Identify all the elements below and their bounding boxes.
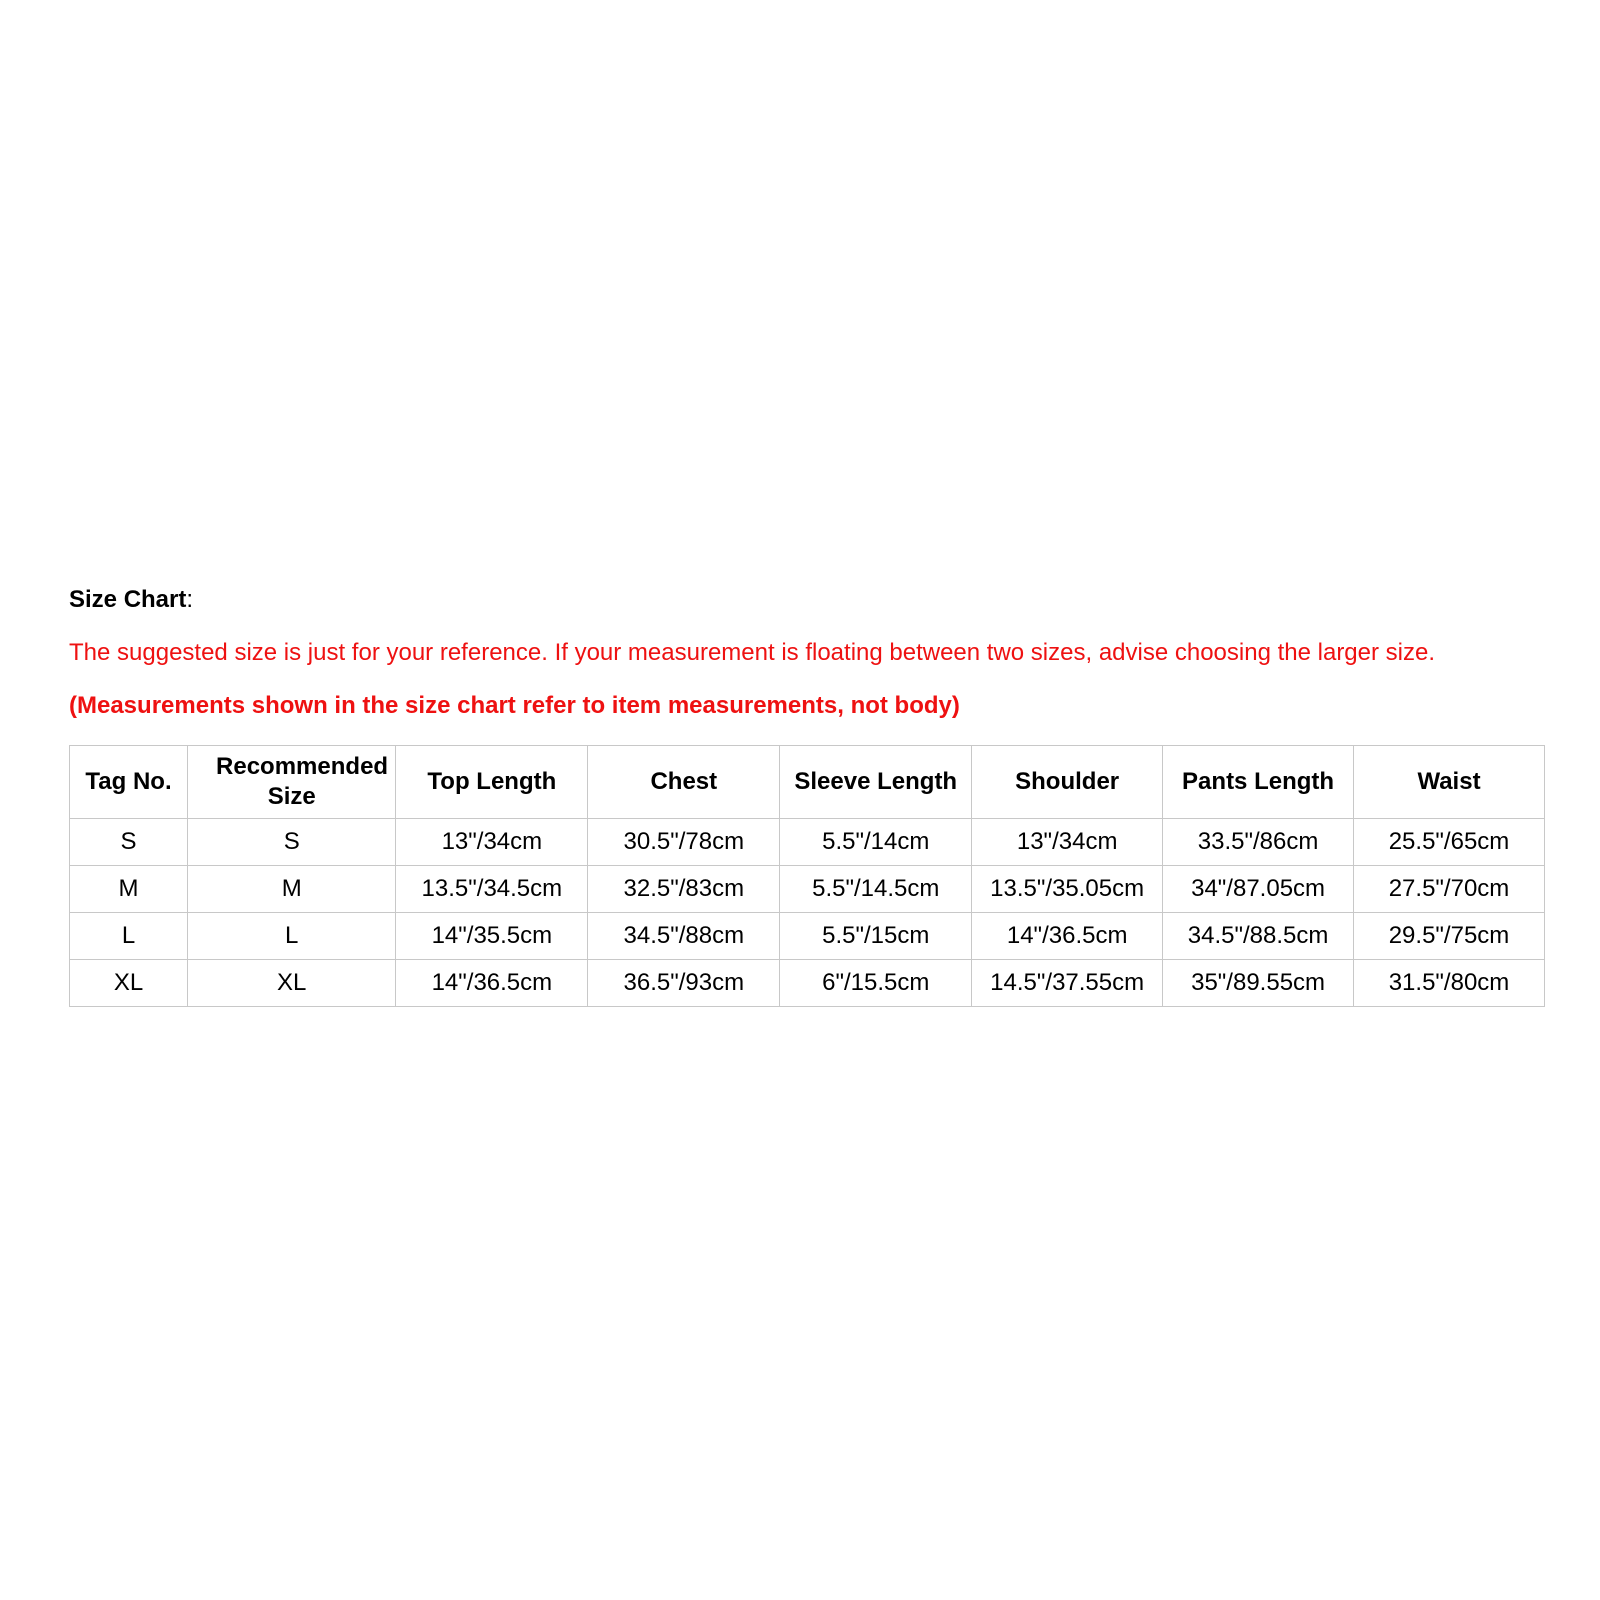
cell-sleeve-length: 5.5"/14.5cm: [780, 866, 972, 913]
size-table: [69, 745, 1545, 1007]
cell-top-length: 13"/34cm: [396, 819, 588, 866]
table-row: [70, 913, 1545, 960]
size-chart-title-colon: :: [186, 586, 194, 613]
measurement-note: (Measurements shown in the size chart refer to item measurements, not body): [69, 692, 960, 719]
cell-waist: 29.5"/75cm: [1354, 913, 1545, 960]
cell-pants-length: 34.5"/88.5cm: [1163, 913, 1354, 960]
cell-chest: 34.5"/88cm: [588, 913, 780, 960]
cell-tag-no: M: [70, 866, 188, 913]
cell-sleeve-length: 5.5"/15cm: [780, 913, 972, 960]
cell-pants-length: 34"/87.05cm: [1163, 866, 1354, 913]
size-chart-document: [69, 586, 1545, 1007]
table-header-row: [70, 746, 1545, 819]
cell-top-length: 13.5"/34.5cm: [396, 866, 588, 913]
header-top-length: Top Length: [396, 746, 588, 819]
cell-waist: 25.5"/65cm: [1354, 819, 1545, 866]
header-shoulder: Shoulder: [972, 746, 1163, 819]
size-chart-title: [69, 586, 1545, 614]
cell-shoulder: 13.5"/35.05cm: [972, 866, 1163, 913]
cell-pants-length: 33.5"/86cm: [1163, 819, 1354, 866]
cell-pants-length: 35"/89.55cm: [1163, 960, 1354, 1007]
cell-tag-no: L: [70, 913, 188, 960]
cell-recommended-size: XL: [188, 960, 396, 1007]
size-chart-title-label: Size Chart: [69, 586, 187, 613]
cell-chest: 32.5"/83cm: [588, 866, 780, 913]
cell-recommended-size: L: [188, 913, 396, 960]
header-pants-length: Pants Length: [1163, 746, 1354, 819]
cell-shoulder: 14.5"/37.55cm: [972, 960, 1163, 1007]
header-waist: Waist: [1354, 746, 1545, 819]
cell-top-length: 14"/36.5cm: [396, 960, 588, 1007]
cell-sleeve-length: 6"/15.5cm: [780, 960, 972, 1007]
cell-waist: 27.5"/70cm: [1354, 866, 1545, 913]
cell-waist: 31.5"/80cm: [1354, 960, 1545, 1007]
table-row: [70, 866, 1545, 913]
cell-recommended-size: M: [188, 866, 396, 913]
cell-shoulder: 14"/36.5cm: [972, 913, 1163, 960]
header-sleeve-length: Sleeve Length: [780, 746, 972, 819]
header-chest: Chest: [588, 746, 780, 819]
cell-sleeve-length: 5.5"/14cm: [780, 819, 972, 866]
header-tag-no: Tag No.: [70, 746, 188, 819]
size-reference-note: The suggested size is just for your reference. If your measurement is floating between two sizes, advise choosing the larger size.: [69, 639, 1436, 666]
cell-tag-no: XL: [70, 960, 188, 1007]
cell-tag-no: S: [70, 819, 188, 866]
cell-chest: 30.5"/78cm: [588, 819, 780, 866]
cell-top-length: 14"/35.5cm: [396, 913, 588, 960]
table-row: [70, 960, 1545, 1007]
cell-chest: 36.5"/93cm: [588, 960, 780, 1007]
header-recommended-size: Recommended Size: [188, 746, 396, 819]
table-row: [70, 819, 1545, 866]
cell-recommended-size: S: [188, 819, 396, 866]
cell-shoulder: 13"/34cm: [972, 819, 1163, 866]
